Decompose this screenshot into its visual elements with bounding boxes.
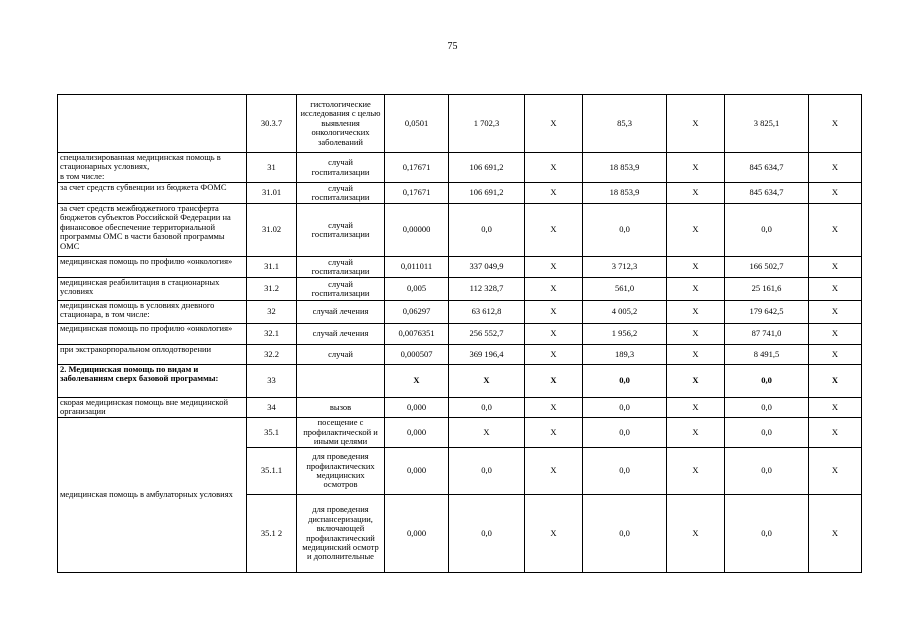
cell-unit: случай госпитализации [297, 183, 385, 204]
cell-c7: X [667, 153, 725, 183]
cell-c5: X [525, 324, 583, 345]
cell-unit: случай госпитализации [297, 257, 385, 278]
cell-unit: случай госпитализации [297, 153, 385, 183]
table-row [58, 183, 862, 204]
cell-norm: 0,17671 [385, 153, 449, 183]
cell-c7: X [667, 301, 725, 324]
cell-unit [297, 365, 385, 398]
cell-unit: гистологические исследования с целью выявления онкологических заболеваний [297, 95, 385, 153]
cell-c6: 0,0 [583, 204, 667, 257]
cell-c6: 0,0 [583, 398, 667, 418]
cell-c6: 0,0 [583, 448, 667, 495]
cell-cost: 106 691,2 [449, 183, 525, 204]
cell-c8: 0,0 [725, 495, 809, 573]
cell-norm: 0,06297 [385, 301, 449, 324]
row-name-cell: при экстракорпоральном оплодотворении [58, 345, 247, 365]
cell-cost: 369 196,4 [449, 345, 525, 365]
cell-norm: 0,0501 [385, 95, 449, 153]
cell-c5: X [525, 345, 583, 365]
cell-code: 33 [247, 365, 297, 398]
row-name-cell: 2. Медицинская помощь по видам и заболеваниям сверх базовой программы: [58, 365, 247, 398]
cell-code: 31 [247, 153, 297, 183]
table-row [58, 324, 862, 345]
page-number: 75 [447, 41, 458, 52]
row-name-cell [58, 95, 247, 153]
cell-c6: 1 956,2 [583, 324, 667, 345]
cell-c9: X [809, 495, 862, 573]
cell-c7: X [667, 495, 725, 573]
cell-c6: 561,0 [583, 278, 667, 301]
cell-code: 30.3.7 [247, 95, 297, 153]
cell-c6: 189,3 [583, 345, 667, 365]
cell-code: 31.1 [247, 257, 297, 278]
cell-c7: X [667, 324, 725, 345]
cell-c7: X [667, 183, 725, 204]
row-name-cell: специализированная медицинская помощь в стационарных условиях, в том числе: [58, 153, 247, 183]
cell-c5: X [525, 418, 583, 448]
cell-code: 31.2 [247, 278, 297, 301]
cell-c7: X [667, 278, 725, 301]
cell-c9: X [809, 448, 862, 495]
cell-c6: 4 005,2 [583, 301, 667, 324]
cell-unit: для проведения диспансеризации, включающей профилактический медицинский осмотр и дополнительные [297, 495, 385, 573]
table-row [58, 153, 862, 183]
cell-c5: X [525, 183, 583, 204]
table-row [58, 278, 862, 301]
cell-c5: X [525, 257, 583, 278]
cell-c8: 0,0 [725, 418, 809, 448]
cell-norm: 0,005 [385, 278, 449, 301]
cell-c5: X [525, 448, 583, 495]
cell-code: 35.1 [247, 418, 297, 448]
cell-code: 32.1 [247, 324, 297, 345]
cell-c9: X [809, 257, 862, 278]
cell-cost: 0,0 [449, 495, 525, 573]
cell-cost: 0,0 [449, 398, 525, 418]
table-row [58, 398, 862, 418]
cell-c5: X [525, 153, 583, 183]
cell-c8: 25 161,6 [725, 278, 809, 301]
cell-code: 31.01 [247, 183, 297, 204]
table-row [58, 365, 862, 398]
cell-c8: 3 825,1 [725, 95, 809, 153]
cell-code: 34 [247, 398, 297, 418]
row-name-cell: за счет средств межбюджетного трансферта бюджетов субъектов Российской Федерации на финансовое обеспечение территориальной программы ОМС в части базовой программы ОМС [58, 204, 247, 257]
cell-c8: 0,0 [725, 398, 809, 418]
cell-c8: 8 491,5 [725, 345, 809, 365]
cell-c8: 87 741,0 [725, 324, 809, 345]
cell-c8: 0,0 [725, 365, 809, 398]
cell-unit: случай госпитализации [297, 278, 385, 301]
cell-norm: 0,000 [385, 448, 449, 495]
cell-norm: 0,000507 [385, 345, 449, 365]
cell-c7: X [667, 345, 725, 365]
cell-c7: X [667, 365, 725, 398]
cell-c8: 179 642,5 [725, 301, 809, 324]
cell-c8: 166 502,7 [725, 257, 809, 278]
cell-c8: 845 634,7 [725, 153, 809, 183]
cell-c7: X [667, 448, 725, 495]
cell-code: 32 [247, 301, 297, 324]
cell-c9: X [809, 418, 862, 448]
table-row [58, 257, 862, 278]
row-name-cell: скорая медицинская помощь вне медицинской организации [58, 398, 247, 418]
cell-c9: X [809, 278, 862, 301]
table-row [58, 418, 862, 448]
cell-norm: 0,011011 [385, 257, 449, 278]
cell-c6: 18 853,9 [583, 153, 667, 183]
cell-norm: 0,17671 [385, 183, 449, 204]
cell-c7: X [667, 418, 725, 448]
cell-cost: 0,0 [449, 204, 525, 257]
cell-cost: X [449, 365, 525, 398]
cell-cost: 63 612,8 [449, 301, 525, 324]
cell-cost: 1 702,3 [449, 95, 525, 153]
cell-c7: X [667, 204, 725, 257]
tariff-table [57, 94, 862, 573]
row-name-cell: медицинская реабилитация в стационарных условиях [58, 278, 247, 301]
table-row [58, 204, 862, 257]
cell-code: 35.1.1 [247, 448, 297, 495]
cell-c9: X [809, 365, 862, 398]
cell-norm: 0,000 [385, 495, 449, 573]
cell-norm: 0,000 [385, 398, 449, 418]
cell-c6: 18 853,9 [583, 183, 667, 204]
cell-cost: 106 691,2 [449, 153, 525, 183]
cell-cost: 256 552,7 [449, 324, 525, 345]
cell-c8: 0,0 [725, 448, 809, 495]
cell-c6: 3 712,3 [583, 257, 667, 278]
cell-unit: случай госпитализации [297, 204, 385, 257]
cell-unit: случай [297, 345, 385, 365]
cell-norm: 0,0076351 [385, 324, 449, 345]
cell-c8: 845 634,7 [725, 183, 809, 204]
cell-c9: X [809, 183, 862, 204]
row-name-cell: за счет средств субвенции из бюджета ФОМС [58, 183, 247, 204]
cell-unit: для проведения профилактических медицинских осмотров [297, 448, 385, 495]
cell-c9: X [809, 301, 862, 324]
cell-code: 31.02 [247, 204, 297, 257]
cell-cost: X [449, 418, 525, 448]
cell-c5: X [525, 204, 583, 257]
cell-cost: 0,0 [449, 448, 525, 495]
cell-c9: X [809, 398, 862, 418]
cell-cost: 337 049,9 [449, 257, 525, 278]
cell-code: 32.2 [247, 345, 297, 365]
cell-unit: посещение с профилактической и иными целями [297, 418, 385, 448]
cell-unit: случай лечения [297, 301, 385, 324]
cell-code: 35.1 2 [247, 495, 297, 573]
cell-cost: 112 328,7 [449, 278, 525, 301]
row-name-cell: медицинская помощь в условиях дневного стационара, в том числе: [58, 301, 247, 324]
cell-norm: 0,000 [385, 418, 449, 448]
cell-c6: 0,0 [583, 365, 667, 398]
cell-c7: X [667, 257, 725, 278]
cell-norm: X [385, 365, 449, 398]
cell-c5: X [525, 301, 583, 324]
cell-norm: 0,00000 [385, 204, 449, 257]
cell-c6: 0,0 [583, 418, 667, 448]
cell-c5: X [525, 278, 583, 301]
cell-c9: X [809, 204, 862, 257]
cell-c5: X [525, 365, 583, 398]
table-row [58, 95, 862, 153]
cell-c9: X [809, 95, 862, 153]
cell-c9: X [809, 345, 862, 365]
row-name-cell: медицинская помощь по профилю «онкология» [58, 324, 247, 345]
cell-c6: 0,0 [583, 495, 667, 573]
row-name-cell: медицинская помощь по профилю «онкология» [58, 257, 247, 278]
cell-c7: X [667, 398, 725, 418]
cell-c5: X [525, 495, 583, 573]
cell-c8: 0,0 [725, 204, 809, 257]
table-row [58, 301, 862, 324]
cell-c9: X [809, 153, 862, 183]
cell-c9: X [809, 324, 862, 345]
cell-unit: вызов [297, 398, 385, 418]
group-name-cell: медицинская помощь в амбулаторных условиях [58, 418, 247, 573]
table-row [58, 345, 862, 365]
cell-c7: X [667, 95, 725, 153]
cell-c5: X [525, 398, 583, 418]
cell-unit: случай лечения [297, 324, 385, 345]
cell-c6: 85,3 [583, 95, 667, 153]
cell-c5: X [525, 95, 583, 153]
